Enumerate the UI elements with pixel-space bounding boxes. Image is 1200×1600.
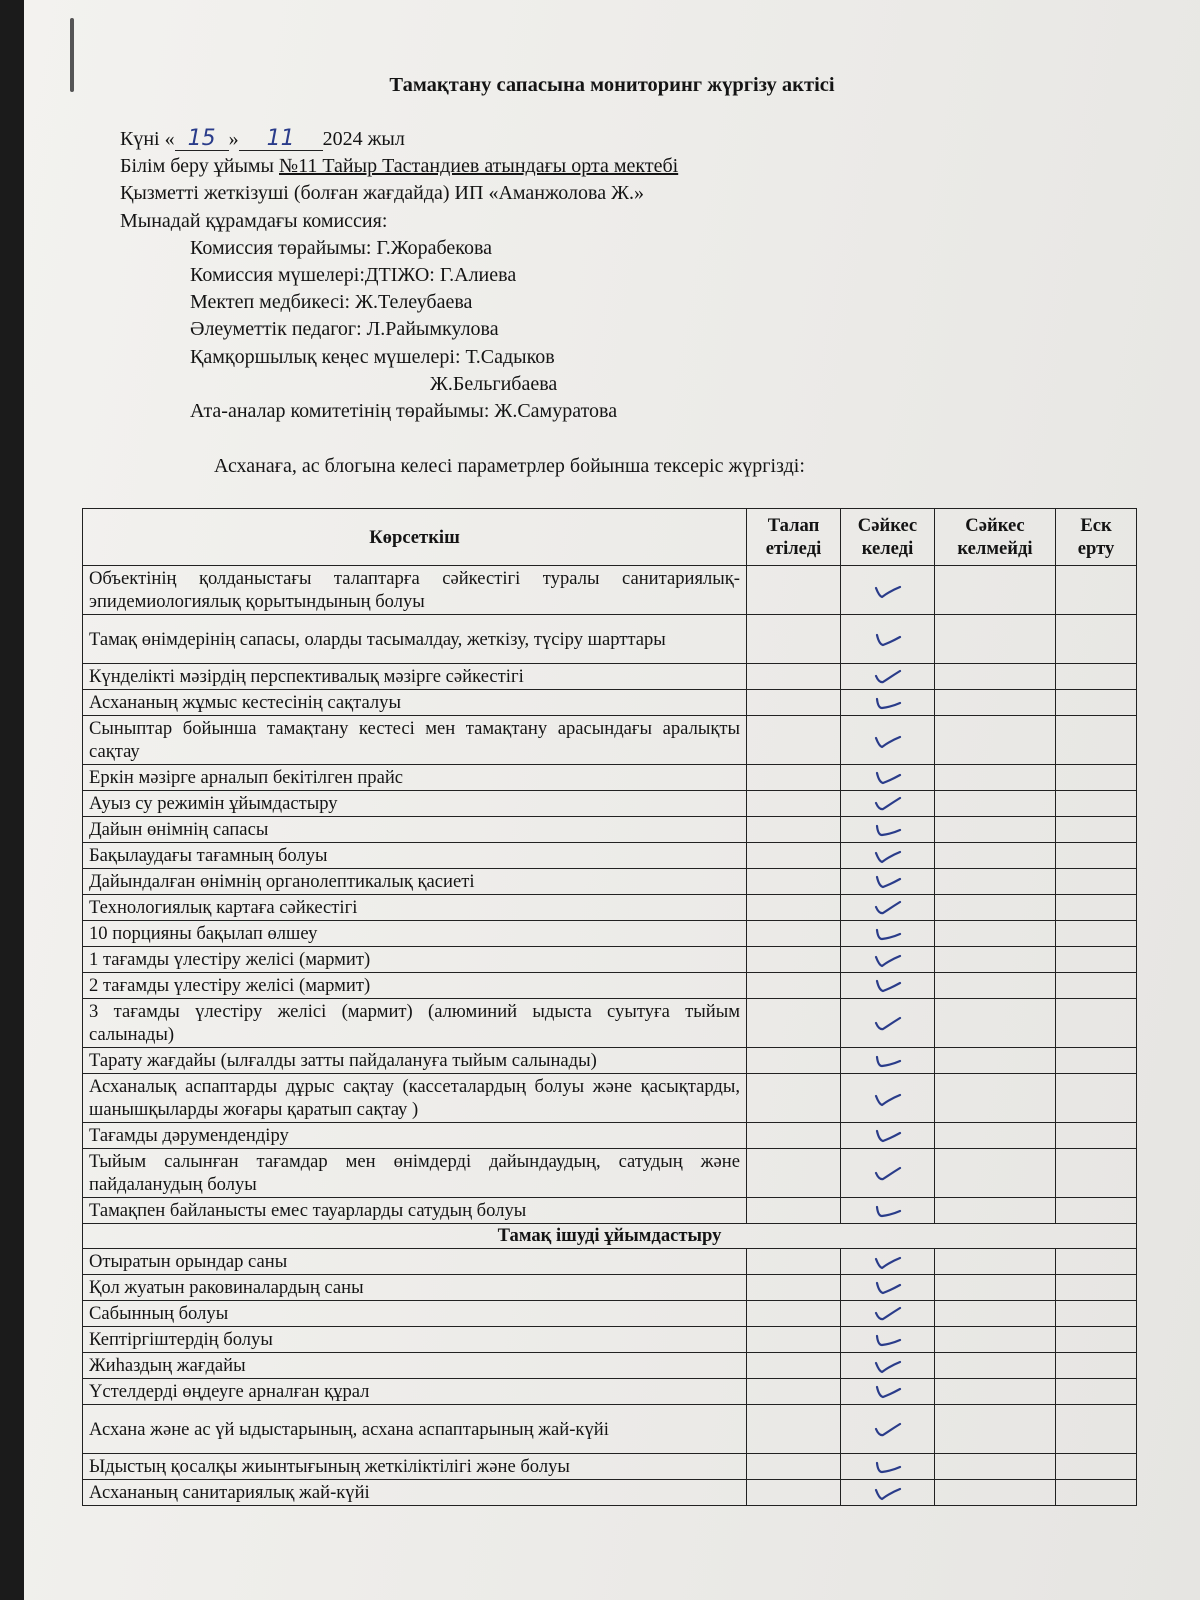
parents-committee-chair: Ата-аналар комитетінің төрайымы: Ж.Самуратова	[190, 400, 618, 423]
not-complies-cell	[935, 1379, 1056, 1405]
table-row	[83, 817, 1137, 843]
header-not-complies: Сәйкес келмейді	[935, 509, 1056, 566]
checkmark-icon	[873, 977, 903, 995]
inspection-intro: Асханаға, ас блогына келесі параметрлер бойынша тексеріс жүргізді:	[214, 455, 805, 477]
required-cell	[747, 1379, 841, 1405]
checkmark-icon	[873, 1458, 903, 1476]
complies-cell	[841, 1074, 935, 1123]
complies-cell	[841, 1198, 935, 1224]
required-cell	[747, 1123, 841, 1149]
note-cell	[1056, 999, 1137, 1048]
not-complies-cell	[935, 843, 1056, 869]
note-cell	[1056, 921, 1137, 947]
indicator-cell: 2 тағамды үлестіру желісі (мармит)	[83, 973, 747, 999]
not-complies-cell	[935, 1327, 1056, 1353]
table-row	[83, 716, 1137, 765]
not-complies-cell	[935, 1353, 1056, 1379]
not-complies-cell	[935, 999, 1056, 1048]
required-cell	[747, 895, 841, 921]
not-complies-cell	[935, 716, 1056, 765]
complies-cell	[841, 615, 935, 664]
table-row	[83, 947, 1137, 973]
header-note: Еск ерту	[1056, 509, 1137, 566]
note-cell	[1056, 1454, 1137, 1480]
table-row	[83, 765, 1137, 791]
table-row	[83, 1048, 1137, 1074]
commission-member: Комиссия мүшелері:ДТІЖО: Г.Алиева	[190, 264, 517, 287]
commission-member: Комиссия төрайымы: Г.Жорабекова	[190, 236, 493, 259]
complies-cell	[841, 817, 935, 843]
required-cell	[747, 1301, 841, 1327]
checkmark-icon	[873, 1015, 903, 1033]
not-complies-cell	[935, 1048, 1056, 1074]
note-cell	[1056, 1249, 1137, 1275]
complies-cell	[841, 1353, 935, 1379]
indicator-cell: Тарату жағдайы (ылғалды затты пайдалануға тыйым салынады)	[83, 1048, 747, 1074]
note-cell	[1056, 791, 1137, 817]
required-cell	[747, 791, 841, 817]
table-row	[83, 999, 1137, 1048]
complies-cell	[841, 921, 935, 947]
indicator-cell: Тамақпен байланысты емес тауарларды сатудың болуы	[83, 1198, 747, 1224]
indicator-cell: Жиһаздың жағдайы	[83, 1353, 747, 1379]
table-row	[83, 1149, 1137, 1198]
indicator-cell: Үстелдерді өңдеуге арналған құрал	[83, 1379, 747, 1405]
note-cell	[1056, 1480, 1137, 1506]
required-cell	[747, 1480, 841, 1506]
table-row	[83, 1123, 1137, 1149]
note-cell	[1056, 1123, 1137, 1149]
not-complies-cell	[935, 1454, 1056, 1480]
required-cell	[747, 664, 841, 690]
complies-cell	[841, 1405, 935, 1454]
header-indicator: Көрсеткіш	[83, 509, 747, 566]
indicator-cell: Сабынның болуы	[83, 1301, 747, 1327]
note-cell	[1056, 566, 1137, 615]
indicator-cell: Еркін мәзірге арналып бекітілген прайс	[83, 765, 747, 791]
date-year: 2024 жыл	[322, 128, 405, 150]
table-row	[83, 1480, 1137, 1506]
checkmark-icon	[873, 1052, 903, 1070]
not-complies-cell	[935, 1480, 1056, 1506]
document-header	[120, 126, 678, 425]
section-title: Тамақ ішуді ұйымдастыру	[83, 1224, 1137, 1249]
table-header-row	[83, 509, 1137, 566]
note-cell	[1056, 973, 1137, 999]
checkmark-icon	[873, 732, 903, 750]
indicator-cell: Объектінің қолданыстағы талаптарға сәйкестігі туралы санитариялық-эпидемиологиялық қорытындының болуы	[83, 566, 747, 615]
complies-cell	[841, 1480, 935, 1506]
note-cell	[1056, 1275, 1137, 1301]
not-complies-cell	[935, 1249, 1056, 1275]
table-row	[83, 1454, 1137, 1480]
checkmark-icon	[873, 821, 903, 839]
not-complies-cell	[935, 1074, 1056, 1123]
indicator-cell: Ыдыстың қосалқы жиынтығының жеткіліктілігі және болуы	[83, 1454, 747, 1480]
table-row	[83, 1327, 1137, 1353]
date-separator: »	[228, 128, 239, 150]
required-cell	[747, 615, 841, 664]
note-cell	[1056, 1327, 1137, 1353]
complies-cell	[841, 1249, 935, 1275]
checkmark-icon	[873, 582, 903, 600]
checkmark-icon	[873, 1127, 903, 1145]
commission-intro: Мынадай құрамдағы комиссия:	[120, 209, 388, 232]
commission-member-continuation: Ж.Бельгибаева	[430, 372, 558, 395]
note-cell	[1056, 869, 1137, 895]
indicator-cell: Ауыз су режимін ұйымдастыру	[83, 791, 747, 817]
table-row	[83, 1353, 1137, 1379]
complies-cell	[841, 1275, 935, 1301]
checkmark-icon	[873, 847, 903, 865]
date-month: 11	[239, 128, 323, 151]
not-complies-cell	[935, 895, 1056, 921]
indicator-cell: Отыратын орындар саны	[83, 1249, 747, 1275]
complies-cell	[841, 791, 935, 817]
indicator-cell: Асхана және ас үй ыдыстарының, асхана аспаптарының жай-күйі	[83, 1405, 747, 1454]
indicator-cell: Асхананың жұмыс кестесінің сақталуы	[83, 690, 747, 716]
checkmark-icon	[873, 1279, 903, 1297]
note-cell	[1056, 947, 1137, 973]
note-cell	[1056, 895, 1137, 921]
not-complies-cell	[935, 664, 1056, 690]
indicator-cell: 1 тағамды үлестіру желісі (мармит)	[83, 947, 747, 973]
required-cell	[747, 843, 841, 869]
indicator-cell: 10 порцияны бақылап өлшеу	[83, 921, 747, 947]
table-row	[83, 1379, 1137, 1405]
complies-cell	[841, 1454, 935, 1480]
indicator-cell: Сыныптар бойынша тамақтану кестесі мен тамақтану арасындағы аралықты сақтау	[83, 716, 747, 765]
supplier-line: Қызметті жеткізуші (болған жағдайда) ИП «Аманжолова Ж.»	[120, 182, 644, 205]
required-cell	[747, 1275, 841, 1301]
complies-cell	[841, 716, 935, 765]
table-row	[83, 973, 1137, 999]
indicator-cell: Технологиялық картаға сәйкестігі	[83, 895, 747, 921]
table-row	[83, 869, 1137, 895]
required-cell	[747, 765, 841, 791]
required-cell	[747, 1353, 841, 1379]
checkmark-icon	[873, 1484, 903, 1502]
checkmark-icon	[873, 1331, 903, 1349]
complies-cell	[841, 566, 935, 615]
commission-member: Мектеп медбикесі: Ж.Телеубаева	[190, 291, 473, 314]
indicator-cell: Тағамды дәрумендендіру	[83, 1123, 747, 1149]
not-complies-cell	[935, 566, 1056, 615]
complies-cell	[841, 973, 935, 999]
required-cell	[747, 1149, 841, 1198]
complies-cell	[841, 664, 935, 690]
indicator-cell: Күнделікті мәзірдің перспективалық мәзірге сәйкестігі	[83, 664, 747, 690]
checkmark-icon	[873, 1202, 903, 1220]
commission-member: Әлеуметтік педагог: Л.Райымкулова	[190, 318, 499, 341]
indicator-cell: Кептіргіштердің болуы	[83, 1327, 747, 1353]
required-cell	[747, 1405, 841, 1454]
checkmark-icon	[873, 795, 903, 813]
note-cell	[1056, 1301, 1137, 1327]
not-complies-cell	[935, 1275, 1056, 1301]
header-complies: Сәйкес келеді	[841, 509, 935, 566]
not-complies-cell	[935, 1405, 1056, 1454]
not-complies-cell	[935, 615, 1056, 664]
complies-cell	[841, 765, 935, 791]
not-complies-cell	[935, 1198, 1056, 1224]
header-required: Талап етіледі	[747, 509, 841, 566]
not-complies-cell	[935, 973, 1056, 999]
date-day: 15	[175, 128, 229, 151]
not-complies-cell	[935, 921, 1056, 947]
org-name: №11 Тайыр Тастандиев атындағы орта мектебі	[279, 155, 679, 178]
table-row	[83, 1249, 1137, 1275]
note-cell	[1056, 1379, 1137, 1405]
indicator-cell: Тамақ өнімдерінің сапасы, оларды тасымалдау, жеткізу, түсіру шарттары	[83, 615, 747, 664]
complies-cell	[841, 1048, 935, 1074]
checkmark-icon	[873, 951, 903, 969]
complies-cell	[841, 690, 935, 716]
required-cell	[747, 566, 841, 615]
table-row	[83, 566, 1137, 615]
required-cell	[747, 1327, 841, 1353]
note-cell	[1056, 615, 1137, 664]
org-label: Білім беру ұйымы	[120, 155, 279, 178]
required-cell	[747, 1198, 841, 1224]
table-body	[83, 566, 1137, 1506]
indicator-cell: Асханалық аспаптарды дұрыс сақтау (кассеталардың болуы және қасықтарды, шанышқыларды жоғары қаратып сақтау )	[83, 1074, 747, 1123]
checkmark-icon	[873, 1090, 903, 1108]
checkmark-icon	[873, 1305, 903, 1323]
checkmark-icon	[873, 631, 903, 649]
indicator-cell: Бақылаудағы тағамның болуы	[83, 843, 747, 869]
table-row	[83, 1198, 1137, 1224]
note-cell	[1056, 1048, 1137, 1074]
table-row	[83, 921, 1137, 947]
complies-cell	[841, 1149, 935, 1198]
required-cell	[747, 1074, 841, 1123]
note-cell	[1056, 817, 1137, 843]
required-cell	[747, 973, 841, 999]
checkmark-icon	[873, 1253, 903, 1271]
table-row	[83, 1074, 1137, 1123]
not-complies-cell	[935, 791, 1056, 817]
note-cell	[1056, 690, 1137, 716]
note-cell	[1056, 1405, 1137, 1454]
section-row	[83, 1224, 1137, 1249]
indicator-cell: Дайындалған өнімнің органолептикалық қасиеті	[83, 869, 747, 895]
indicator-cell: Дайын өнімнің сапасы	[83, 817, 747, 843]
required-cell	[747, 1454, 841, 1480]
monitoring-table	[82, 508, 1137, 1506]
indicator-cell: Қол жуатын раковиналардың саны	[83, 1275, 747, 1301]
note-cell	[1056, 1074, 1137, 1123]
required-cell	[747, 921, 841, 947]
checkmark-icon	[873, 1165, 903, 1183]
not-complies-cell	[935, 1301, 1056, 1327]
table-row	[83, 1405, 1137, 1454]
checkmark-icon	[873, 694, 903, 712]
complies-cell	[841, 999, 935, 1048]
indicator-cell: 3 тағамды үлестіру желісі (мармит) (алюминий ыдыста суытуға тыйым салынады)	[83, 999, 747, 1048]
note-cell	[1056, 1198, 1137, 1224]
required-cell	[747, 1249, 841, 1275]
table-row	[83, 1275, 1137, 1301]
checkmark-icon	[873, 925, 903, 943]
complies-cell	[841, 947, 935, 973]
note-cell	[1056, 765, 1137, 791]
complies-cell	[841, 1123, 935, 1149]
required-cell	[747, 869, 841, 895]
indicator-cell: Тыйым салынған тағамдар мен өнімдерді дайындаудың, сатудың және пайдаланудың болуы	[83, 1149, 747, 1198]
table-row	[83, 843, 1137, 869]
note-cell	[1056, 1353, 1137, 1379]
note-cell	[1056, 716, 1137, 765]
not-complies-cell	[935, 947, 1056, 973]
checkmark-icon	[873, 873, 903, 891]
indicator-cell: Асхананың санитариялық жай-күйі	[83, 1480, 747, 1506]
complies-cell	[841, 895, 935, 921]
complies-cell	[841, 1327, 935, 1353]
checkmark-icon	[873, 1421, 903, 1439]
table-row	[83, 791, 1137, 817]
table-row	[83, 1301, 1137, 1327]
note-cell	[1056, 664, 1137, 690]
required-cell	[747, 817, 841, 843]
document-title: Тамақтану сапасына мониторинг жүргізу актісі	[389, 74, 835, 96]
not-complies-cell	[935, 690, 1056, 716]
required-cell	[747, 947, 841, 973]
not-complies-cell	[935, 1123, 1056, 1149]
checkmark-icon	[873, 769, 903, 787]
date-line	[120, 126, 678, 153]
checkmark-icon	[873, 1357, 903, 1375]
table-row	[83, 615, 1137, 664]
complies-cell	[841, 1379, 935, 1405]
not-complies-cell	[935, 1149, 1056, 1198]
date-label: Күні «	[120, 128, 175, 150]
not-complies-cell	[935, 817, 1056, 843]
not-complies-cell	[935, 869, 1056, 895]
complies-cell	[841, 869, 935, 895]
required-cell	[747, 1048, 841, 1074]
complies-cell	[841, 843, 935, 869]
note-cell	[1056, 1149, 1137, 1198]
table-row	[83, 690, 1137, 716]
table-row	[83, 895, 1137, 921]
required-cell	[747, 690, 841, 716]
commission-member: Қамқоршылық кеңес мүшелері: Т.Садыков	[190, 345, 555, 368]
required-cell	[747, 999, 841, 1048]
required-cell	[747, 716, 841, 765]
org-line	[120, 153, 678, 180]
checkmark-icon	[873, 668, 903, 686]
note-cell	[1056, 843, 1137, 869]
checkmark-icon	[873, 899, 903, 917]
not-complies-cell	[935, 765, 1056, 791]
checkmark-icon	[873, 1383, 903, 1401]
table-row	[83, 664, 1137, 690]
complies-cell	[841, 1301, 935, 1327]
